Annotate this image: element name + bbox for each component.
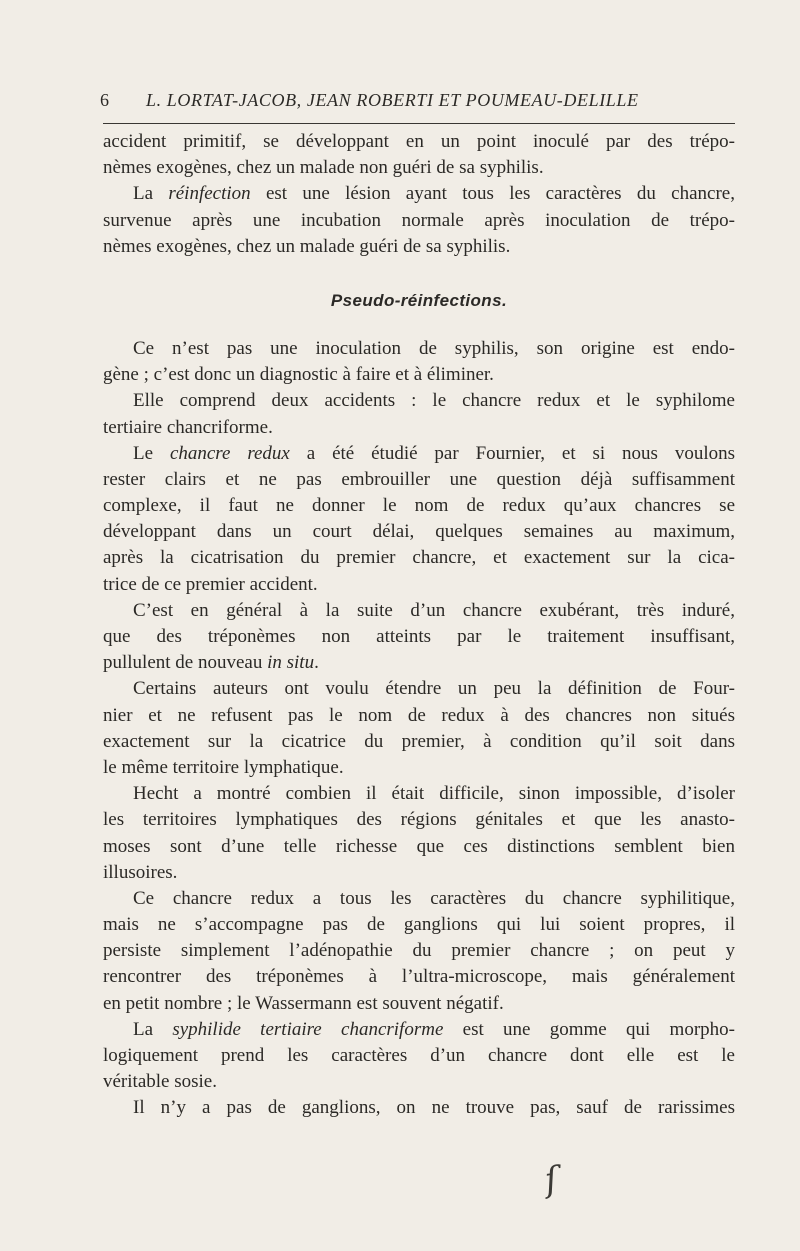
- text-line: exactement sur la cicatrice du premier, à condition qu’il soit dans: [103, 730, 735, 752]
- header-rule: [103, 123, 735, 124]
- italic-term: réinfection: [168, 183, 251, 205]
- text-line: nèmes exogènes, chez un malade non guéri de sa syphilis.: [103, 157, 544, 179]
- text-line: gène ; c’est donc un diagnostic à faire et à éliminer.: [103, 364, 494, 386]
- section-heading: Pseudo-réinfections.: [330, 290, 508, 310]
- text-line: nier et ne refusent pas le nom de redux à des chancres non situés: [103, 704, 735, 726]
- italic-term: in situ: [267, 652, 315, 674]
- text-line: développant dans un court délai, quelques semaines au maximum,: [103, 521, 735, 543]
- text-line: les territoires lymphatiques des régions génitales et que les anasto-: [103, 809, 735, 831]
- text-line: Ce chancre redux a tous les caractères du chancre syphilitique,: [133, 887, 735, 909]
- text-line: Le chancre redux a été étudié par Fournier, et si nous voulons: [133, 442, 735, 464]
- text-line: C’est en général à la suite d’un chancre exubérant, très induré,: [133, 599, 735, 621]
- running-title: L. LORTAT-JACOB, JEAN ROBERTI ET POUMEAU-DELILLE: [146, 90, 639, 110]
- text-line: le même territoire lymphatique.: [103, 756, 344, 778]
- signature-mark: ſ: [542, 1159, 561, 1201]
- text-line: Certains auteurs ont voulu étendre un peu la définition de Four-: [133, 678, 735, 700]
- text-line: persiste simplement l’adénopathie du premier chancre ; on peut y: [103, 940, 735, 962]
- body-text: [103, 129, 735, 1122]
- italic-term: chancre redux: [169, 442, 290, 464]
- text-line: Ce n’est pas une inoculation de syphilis, son origine est endo-: [133, 337, 735, 359]
- text-line: rencontrer des tréponèmes à l’ultra-microscope, mais généralement: [103, 966, 735, 988]
- text-line: survenue après une incubation normale après inoculation de trépo-: [103, 209, 735, 231]
- text-line: trice de ce premier accident.: [103, 573, 318, 595]
- text-line: Il n’y a pas de ganglions, on ne trouve pas, sauf de rarissimes: [133, 1097, 735, 1119]
- text-line: Hecht a montré combien il était difficile, sinon impossible, d’isoler: [133, 783, 735, 805]
- text-line: La syphilide tertiaire chancriforme est une gomme qui morpho-: [133, 1018, 735, 1040]
- text-line: que des tréponèmes non atteints par le traitement insuffisant,: [103, 626, 735, 647]
- page-number: 6: [100, 90, 110, 110]
- text-line: moses sont d’une telle richesse que ces distinctions semblent bien: [103, 835, 735, 857]
- text-line: en petit nombre ; le Wassermann est souvent négatif.: [103, 992, 504, 1014]
- text-line: après la cicatrisation du premier chancre, et exactement sur la cica-: [103, 547, 735, 569]
- italic-term: syphilide tertiaire chancriforme: [172, 1018, 444, 1040]
- text-line: Elle comprend deux accidents : le chancre redux et le syphilome: [133, 390, 735, 412]
- text-line: mais ne s’accompagne pas de ganglions qui lui soient propres, il: [103, 914, 735, 936]
- text-line: tertiaire chancriforme.: [103, 416, 273, 438]
- text-line: illusoires.: [103, 861, 178, 883]
- text-line: logiquement prend les caractères d’un chancre dont elle est le: [103, 1045, 735, 1066]
- text-line: complexe, il faut ne donner le nom de redux qu’aux chancres se: [103, 495, 735, 517]
- text-line: nèmes exogènes, chez un malade guéri de sa syphilis.: [103, 235, 511, 257]
- text-line: rester clairs et ne pas embrouiller une question déjà suffisamment: [103, 468, 735, 490]
- text-line: pullulent de nouveau in situ.: [103, 652, 319, 674]
- text-line: La réinfection est une lésion ayant tous les caractères du chancre,: [133, 183, 735, 205]
- text-line: véritable sosie.: [103, 1071, 217, 1093]
- text-line: accident primitif, se développant en un point inoculé par des trépo-: [103, 131, 735, 152]
